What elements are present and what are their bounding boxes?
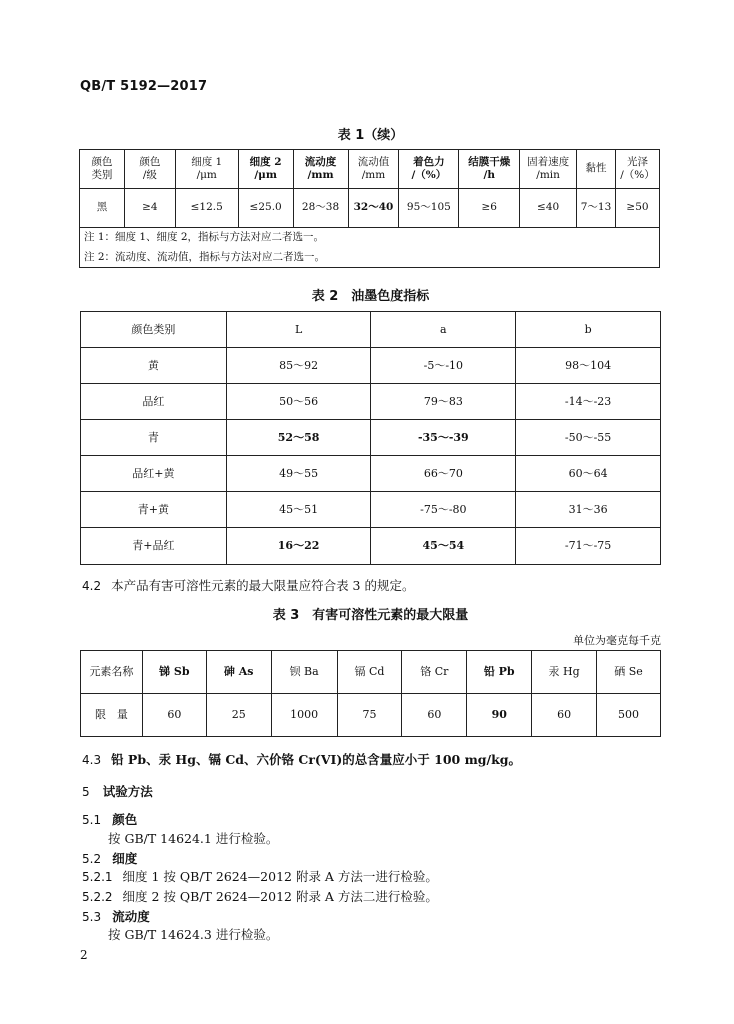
para-4-2-num: 4.2: [82, 579, 102, 593]
t3-cell: 1000: [271, 694, 337, 737]
t2-cell: 16～22: [226, 528, 371, 565]
standard-code: QB/T 5192—2017: [80, 79, 208, 94]
sub-5-2-num: 5.2: [82, 852, 102, 866]
table1-data-row: [80, 189, 660, 228]
t2-cell: 45～54: [371, 528, 516, 565]
sub-5-2-1-text: 细度 1 按 QB/T 2624—2012 附录 A 方法一进行检验。: [122, 869, 438, 884]
t3-h-ba: 钡 Ba: [271, 651, 337, 694]
table2-row: [81, 528, 661, 565]
t1-cell: ≥6: [459, 189, 520, 228]
t2-cell: 青+品红: [81, 528, 227, 565]
sub-5-2-2: [82, 887, 438, 905]
t2-cell: 50～56: [226, 384, 371, 420]
t2-cell: 45～51: [226, 492, 371, 528]
t1-h-fineness1: 细度 1 /μm: [175, 150, 238, 189]
table2-header-row: [81, 312, 661, 348]
table3: [80, 650, 661, 737]
table3-caption: 表 3 有害可溶性元素的最大限量: [272, 608, 469, 623]
t3-cell: 25: [206, 694, 271, 737]
t2-cell: -5～-10: [371, 348, 516, 384]
t1-h-gloss: 光泽 /（%）: [615, 150, 659, 189]
t1-h-flow-value: 流动值 /mm: [348, 150, 399, 189]
t2-cell: 60～64: [516, 456, 661, 492]
section-5-num: 5: [82, 785, 90, 799]
para-4-3-num: 4.3: [82, 753, 102, 767]
t3-cell: 限 量: [81, 694, 143, 737]
para-4-2-text: 本产品有害可溶性元素的最大限量应符合表 3 的规定。: [111, 578, 415, 593]
section-5-heading: [82, 781, 153, 800]
t1-note-1: 注 1：细度 1、细度 2，指标与方法对应二者选一。: [80, 228, 660, 248]
t3-cell: 60: [532, 694, 597, 737]
sub-5-2-1-num: 5.2.1: [82, 870, 113, 884]
para-4-2: [82, 576, 414, 594]
table2: [80, 311, 661, 565]
t3-h-element: 元素名称: [81, 651, 143, 694]
t3-cell: 60: [142, 694, 206, 737]
t3-cell: 60: [402, 694, 467, 737]
t1-cell: 95～105: [399, 189, 459, 228]
t1-note-2: 注 2：流动度、流动值，指标与方法对应二者选一。: [80, 248, 660, 268]
t1-cell: ≤40: [520, 189, 577, 228]
t1-h-color-category: 颜色 类别: [80, 150, 125, 189]
t3-h-sb: 锑 Sb: [142, 651, 206, 694]
t1-h-tinting-strength: 着色力 /（%）: [399, 150, 459, 189]
t2-cell: -14～-23: [516, 384, 661, 420]
table2-row: [81, 384, 661, 420]
t3-h-cr: 铬 Cr: [402, 651, 467, 694]
t2-cell: 66～70: [371, 456, 516, 492]
sub-5-1-title: 颜色: [112, 812, 138, 827]
sub-5-2-1: [82, 867, 438, 885]
t2-cell: 31～36: [516, 492, 661, 528]
sub-5-3-title: 流动度: [112, 909, 150, 924]
t2-cell: 85～92: [226, 348, 371, 384]
t2-cell: 品红+黄: [81, 456, 227, 492]
t1-h-fluidity: 流动度 /mm: [293, 150, 348, 189]
t2-cell: -75～-80: [371, 492, 516, 528]
t2-cell: -71～-75: [516, 528, 661, 565]
t1-cell: 28～38: [293, 189, 348, 228]
sub-5-2-2-text: 细度 2 按 QB/T 2624—2012 附录 A 方法二进行检验。: [122, 889, 438, 904]
t3-cell: 500: [597, 694, 661, 737]
t1-cell: ≥4: [124, 189, 175, 228]
table2-row: [81, 348, 661, 384]
t3-h-pb: 铅 Pb: [467, 651, 532, 694]
t2-cell: -35～-39: [371, 420, 516, 456]
t2-cell: 品红: [81, 384, 227, 420]
t3-cell: 90: [467, 694, 532, 737]
table3-data-row: [81, 694, 661, 737]
sub-5-1-num: 5.1: [82, 813, 102, 827]
t1-cell: 32～40: [348, 189, 399, 228]
table2-row: [81, 456, 661, 492]
t1-cell: 7～13: [577, 189, 616, 228]
sub-5-2-title: 细度: [112, 851, 138, 866]
t1-h-film-drying: 结膜干燥 /h: [459, 150, 520, 189]
t2-h-category: 颜色类别: [81, 312, 227, 348]
t3-cell: 75: [337, 694, 402, 737]
sub-5-2-heading: [82, 848, 137, 867]
t1-h-color-grade: 颜色 /级: [124, 150, 175, 189]
table2-caption: 表 2 油墨色度指标: [311, 289, 430, 304]
t1-h-tack: 黏性: [577, 150, 616, 189]
t1-h-setting-speed: 固着速度 /min: [520, 150, 577, 189]
sub-5-1-heading: [82, 809, 137, 828]
t2-cell: 79～83: [371, 384, 516, 420]
t2-h-a: a: [371, 312, 516, 348]
t2-h-L: L: [226, 312, 371, 348]
table1-caption: 表 1（续）: [337, 128, 404, 143]
t2-cell: 49～55: [226, 456, 371, 492]
t1-cell: ≤12.5: [175, 189, 238, 228]
t1-h-fineness2: 细度 2 /μm: [238, 150, 293, 189]
table3-header-row: [81, 651, 661, 694]
t2-cell: 黄: [81, 348, 227, 384]
table2-row: [81, 420, 661, 456]
t2-cell: 青: [81, 420, 227, 456]
table1: [79, 149, 660, 268]
sub-5-3-heading: [82, 906, 150, 925]
t1-cell: ≥50: [615, 189, 659, 228]
table2-row: [81, 492, 661, 528]
sub-5-1-text: 按 GB/T 14624.1 进行检验。: [108, 831, 279, 846]
para-4-3: [82, 750, 521, 768]
section-5-title: 试验方法: [102, 784, 153, 799]
t3-h-as: 砷 As: [206, 651, 271, 694]
para-4-3-text: 铅 Pb、汞 Hg、镉 Cd、六价铬 Cr(VI)的总含量应小于 100 mg/kg。: [111, 752, 522, 767]
t3-h-cd: 镉 Cd: [337, 651, 402, 694]
t3-h-hg: 汞 Hg: [532, 651, 597, 694]
t2-cell: 98～104: [516, 348, 661, 384]
table1-header-row: [80, 150, 660, 189]
sub-5-3-num: 5.3: [82, 910, 102, 924]
sub-5-3-text: 按 GB/T 14624.3 进行检验。: [108, 927, 279, 942]
table3-unit: 单位为毫克每千克: [573, 634, 661, 647]
sub-5-2-2-num: 5.2.2: [82, 890, 113, 904]
t2-h-b: b: [516, 312, 661, 348]
t1-cell: 黑: [80, 189, 125, 228]
t1-cell: ≤25.0: [238, 189, 293, 228]
page-number: 2: [80, 948, 88, 962]
t3-h-se: 硒 Se: [597, 651, 661, 694]
t2-cell: 青+黄: [81, 492, 227, 528]
t2-cell: 52～58: [226, 420, 371, 456]
t2-cell: -50～-55: [516, 420, 661, 456]
